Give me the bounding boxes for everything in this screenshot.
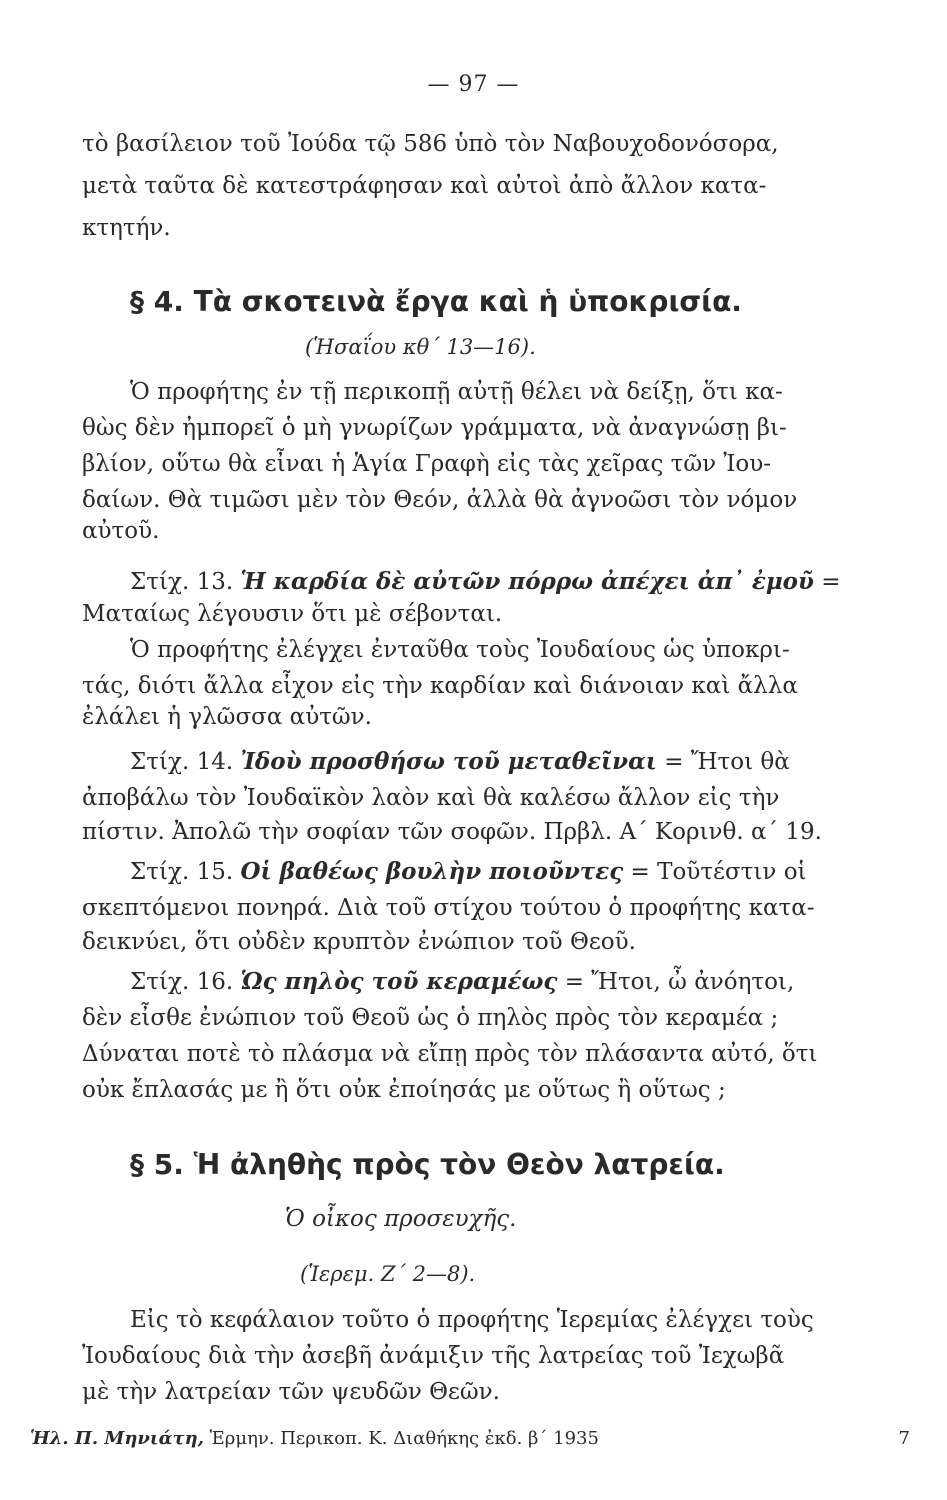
page-number: — 97 — [427,72,520,97]
verse-14-label: Στίχ. 14. [130,749,241,775]
verse-16-line: οὐκ ἔπλασάς με ἢ ὅτι οὐκ ἐποίησάς με οὕτως ἢ οὕτως ; [82,1077,726,1103]
section-5-reference: (Ἱερεμ. Ζ΄ 2—8). [300,1262,476,1286]
verse-13-label: Στίχ. 13. [130,569,241,595]
paragraph-line: Ὁ προφήτης ἐλέγχει ἐνταῦθα τοὺς Ἰουδαίους ὡς ὑποκρι- [130,637,790,663]
verse-16-quote: Ὡς πηλὸς τοῦ κεραμέως [240,968,558,995]
verse-14-line: ἀποβάλω τὸν Ἰουδαϊκὸν λαὸν καὶ θὰ καλέσω ἄλλον εἰς τὴν [82,785,780,811]
intro-line: μετὰ ταῦτα δὲ κατεστράφησαν καὶ αὐτοὶ ἀπὸ ἄλλον κατα- [82,173,767,199]
paragraph-line: βλίον, οὕτω θὰ εἶναι ἡ Ἁγία Γραφὴ εἰς τὰς χεῖρας τῶν Ἰου- [82,451,771,477]
verse-16-equals: = Ἤτοι, ὦ ἀνόητοι, [557,969,795,995]
paragraph-line: μὲ τὴν λατρείαν τῶν ψευδῶν Θεῶν. [82,1379,500,1405]
section-4-title: § 4. Τὰ σκοτεινὰ ἔργα καὶ ἡ ὑποκρισία. [130,285,742,318]
signature-mark: 7 [898,1428,910,1449]
verse-16-line: Δύναται ποτὲ τὸ πλάσμα νὰ εἴπῃ πρὸς τὸν πλάσαντα αὐτό, ὅτι [82,1041,818,1067]
verse-14-quote: Ἰδοὺ προσθήσω τοῦ μεταθεῖναι [240,748,657,775]
paragraph-line: θὼς δὲν ἠμπορεῖ ὁ μὴ γνωρίζων γράμματα, νὰ ἀναγνώσῃ βι- [82,415,787,441]
intro-line: κτητήν. [82,215,171,241]
paragraph-line: αὐτοῦ. [82,518,160,544]
verse-16-line: δὲν εἶσθε ἐνώπιον τοῦ Θεοῦ ὡς ὁ πηλὸς πρὸς τὸν κεραμέα ; [82,1005,779,1031]
intro-line: τὸ βασίλειον τοῦ Ἰούδα τῷ 586 ὑπὸ τὸν Ναβουχοδονόσορα, [82,131,779,157]
section-5-subtitle: Ὁ οἶκος προσευχῆς. [285,1206,517,1232]
verse-14-equals: = Ἤτοι θὰ [656,749,790,775]
verse-15 [130,858,807,886]
verse-14 [130,748,790,776]
section-4-reference: (Ἡσαΐου κθ΄ 13—16). [305,335,536,359]
paragraph-line: δαίων. Θὰ τιμῶσι μὲν τὸν Θεόν, ἀλλὰ θὰ ἀγνοῶσι τὸν νόμον [82,487,798,513]
footer-title: Ἑρμην. Περικοπ. Κ. Διαθήκης ἐκδ. β΄ 1935 [203,1428,599,1449]
paragraph-line: ἐλάλει ἡ γλῶσσα αὐτῶν. [82,704,372,730]
verse-15-quote: Οἱ βαθέως βουλὴν ποιοῦντες [240,858,624,885]
paragraph-line: τάς, διότι ἄλλα εἶχον εἰς τὴν καρδίαν καὶ διάνοιαν καὶ ἄλλα [82,673,798,699]
verse-16-label: Στίχ. 16. [130,969,241,995]
verse-15-line: σκεπτόμενοι πονηρά. Διὰ τοῦ στίχου τούτου ὁ προφήτης κατα- [82,895,815,921]
verse-15-line: δεικνύει, ὅτι οὐδὲν κρυπτὸν ἐνώπιον τοῦ Θεοῦ. [82,929,636,955]
verse-13 [130,568,841,596]
verse-13-line: Ματαίως λέγουσιν ὅτι μὲ σέβονται. [82,601,503,627]
verse-14-line: πίστιν. Ἀπολῶ τὴν σοφίαν τῶν σοφῶν. Πρβλ. Α΄ Κορινθ. α΄ 19. [82,819,822,845]
verse-15-label: Στίχ. 15. [130,859,241,885]
paragraph-line: Ὁ προφήτης ἐν τῇ περικοπῇ αὐτῇ θέλει νὰ δείξῃ, ὅτι κα- [130,379,783,405]
verse-16 [130,968,794,996]
footer-author: Ἡλ. Π. Μηνιάτη, [30,1428,204,1449]
verse-13-quote: Ἡ καρδία δὲ αὐτῶν πόρρω ἀπέχει ἀπ᾿ ἐμοῦ [240,568,814,595]
paragraph-line: Εἰς τὸ κεφάλαιον τοῦτο ὁ προφήτης Ἱερεμίας ἐλέγχει τοὺς [130,1307,814,1333]
footer-citation [30,1428,599,1449]
verse-15-equals: = Τοῦτέστιν οἱ [623,859,807,885]
verse-13-equals: = [813,569,841,595]
section-5-title: § 5. Ἡ ἀληθὴς πρὸς τὸν Θεὸν λατρεία. [130,1148,725,1181]
paragraph-line: Ἰουδαίους διὰ τὴν ἀσεβῆ ἀνάμιξιν τῆς λατρείας τοῦ Ἰεχωβᾶ [82,1343,785,1369]
